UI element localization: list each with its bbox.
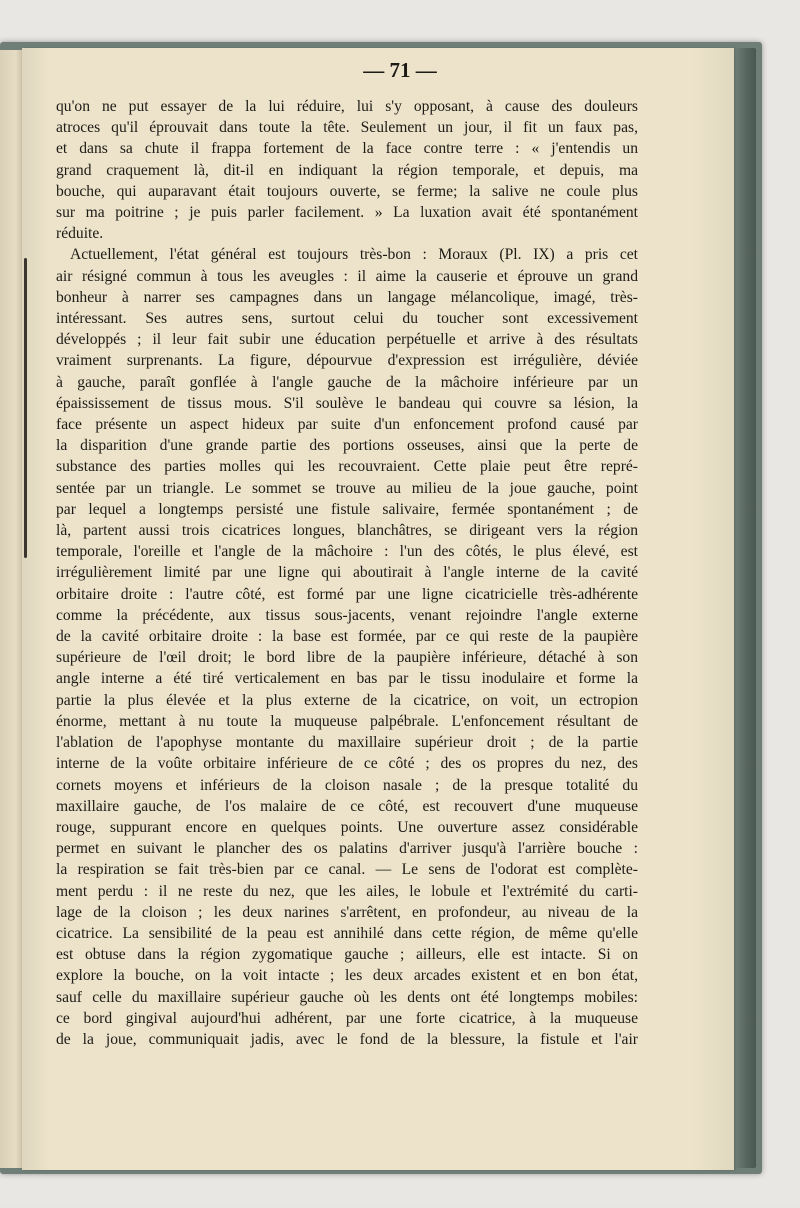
text-line: rouge, suppurant encore en quelques points. Une ouverture assez considérable — [56, 818, 638, 836]
text-line: explore la bouche, on la voit intacte ; les deux arcades existent et en bon état, — [56, 967, 638, 985]
text-line: irrégulièrement limité par une ligne qui aboutirait à l'angle interne de la cavité — [56, 564, 638, 582]
text-line: est obtuse dans la région zygomatique gauche ; ailleurs, elle est intacte. Si on — [56, 946, 638, 964]
text-line: supérieure de l'œil droit; le bord libre de la paupière inférieure, détaché à son — [56, 649, 638, 667]
text-line: angle interne a été tiré verticalement en bas par le tissu inodulaire et forme la — [56, 670, 638, 688]
text-line: atroces qu'il éprouvait dans toute la tête. Seulement un jour, il fit un faux pas, — [56, 119, 638, 137]
text-line: l'ablation de l'apophyse montante du maxillaire supérieur droit ; de la partie — [56, 734, 638, 752]
left-page-edge — [0, 50, 23, 1168]
text-line: sur ma poitrine ; je puis parler facilement. » La luxation avait été spontanément — [56, 204, 638, 222]
text-line: réduite. — [56, 225, 104, 243]
text-line: ce bord gingival aujourd'hui adhérent, par une forte cicatrice, à la muqueuse — [56, 1009, 638, 1027]
text-line: Actuellement, l'état général est toujours très-bon : Moraux (Pl. IX) a pris cet — [70, 246, 638, 264]
text-line: bonheur à narrer ses campagnes dans un langage mélancolique, imagé, très- — [56, 288, 638, 306]
text-line: de la joue, communiquait jadis, avec le fond de la blessure, la fistule et l'air — [56, 1030, 638, 1048]
text-line: substance des parties molles qui les recouvraient. Cette plaie peut être repré- — [56, 458, 638, 476]
text-line: énorme, mettant à nu toute la muqueuse palpébrale. L'enfoncement résultant de — [56, 712, 638, 730]
text-line: maxillaire gauche, de l'os malaire de ce côté, est recouvert d'une muqueuse — [56, 797, 638, 815]
text-line: ment perdu : il ne reste du nez, que les ailes, le lobule et l'extrémité du carti- — [56, 882, 638, 900]
text-line: air résigné commun à tous les aveugles : il aime la causerie et éprouve un grand — [56, 267, 638, 285]
text-line: temporale, l'oreille et l'angle de la mâchoire : l'un des côtés, le plus élevé, est — [56, 543, 638, 561]
text-line: à gauche, paraît gonflée à l'angle gauche de la mâchoire inférieure par un — [56, 373, 638, 391]
text-line: vraiment surprenants. La figure, dépourvue d'expression est irrégulière, déviée — [56, 352, 638, 370]
text-line: là, partent aussi trois cicatrices longues, blanchâtres, se dirigeant vers la région — [56, 522, 638, 540]
text-line: orbitaire droite : l'autre côté, est formé par une ligne cicatricielle très-adhérente — [56, 585, 638, 603]
text-line: développés ; il leur fait subir une éducation perpétuelle et arrive à des résultats — [56, 331, 638, 349]
margin-mark — [24, 258, 27, 558]
text-line: cicatrice. La sensibilité de la peau est annihilé dans cette région, de même qu'elle — [56, 924, 638, 942]
text-line: grand craquement là, dit-il en indiquant la région temporale, et depuis, ma — [56, 161, 638, 179]
text-line: intéressant. Ses autres sens, surtout celui du toucher sont excessivement — [56, 310, 638, 328]
body-text — [56, 96, 638, 1050]
text-line: par lequel a longtemps persisté une fistule salivaire, fermée spontanément ; de — [56, 500, 638, 518]
text-line: partie la plus élevée et la plus externe de la cicatrice, on voit, un ectropion — [56, 691, 638, 709]
text-line: cornets moyens et inférieurs de la cloison nasale ; de la presque totalité du — [56, 776, 638, 794]
text-line: interne de la voûte orbitaire inférieure de ce côté ; des os propres du nez, des — [56, 755, 638, 773]
text-line: sentée par un triangle. Le sommet se trouve au milieu de la joue gauche, point — [56, 479, 638, 497]
text-line: épaississement de tissus mous. S'il soulève le bandeau qui couvre sa lésion, la — [56, 394, 638, 412]
text-line: et dans sa chute il frappa fortement de la face contre terre : « j'entendis un — [56, 140, 638, 158]
text-line: de la cavité orbitaire droite : la base est formée, par ce qui reste de la paupière — [56, 628, 638, 646]
page-number: — 71 — — [363, 58, 437, 82]
text-line: bouche, qui auparavant était toujours ouverte, se ferme; la salive ne coule plus — [56, 182, 638, 200]
text-line: sauf celle du maxillaire supérieur gauche où les dents ont été longtemps mobiles: — [56, 988, 638, 1006]
text-line: la disparition d'une grande partie des portions osseuses, ainsi que la perte de — [56, 437, 638, 455]
text-line: comme la précédente, aux tissus sous-jacents, venant rejoindre l'angle externe — [56, 606, 638, 624]
show-through-text — [672, 328, 742, 1208]
text-line: face présente un aspect hideux par suite d'un enfoncement profond causé par — [56, 416, 638, 434]
text-line: permet en suivant le plancher des os palatins d'arriver jusqu'à l'arrière bouche : — [56, 840, 638, 858]
text-line: qu'on ne put essayer de la lui réduire, lui s'y opposant, à cause des douleurs — [56, 98, 638, 115]
text-line: la respiration se fait très-bien par ce canal. — Le sens de l'odorat est complète- — [56, 861, 638, 879]
text-line: lage de la cloison ; les deux narines s'arrêtent, en profondeur, au niveau de la — [56, 903, 638, 921]
